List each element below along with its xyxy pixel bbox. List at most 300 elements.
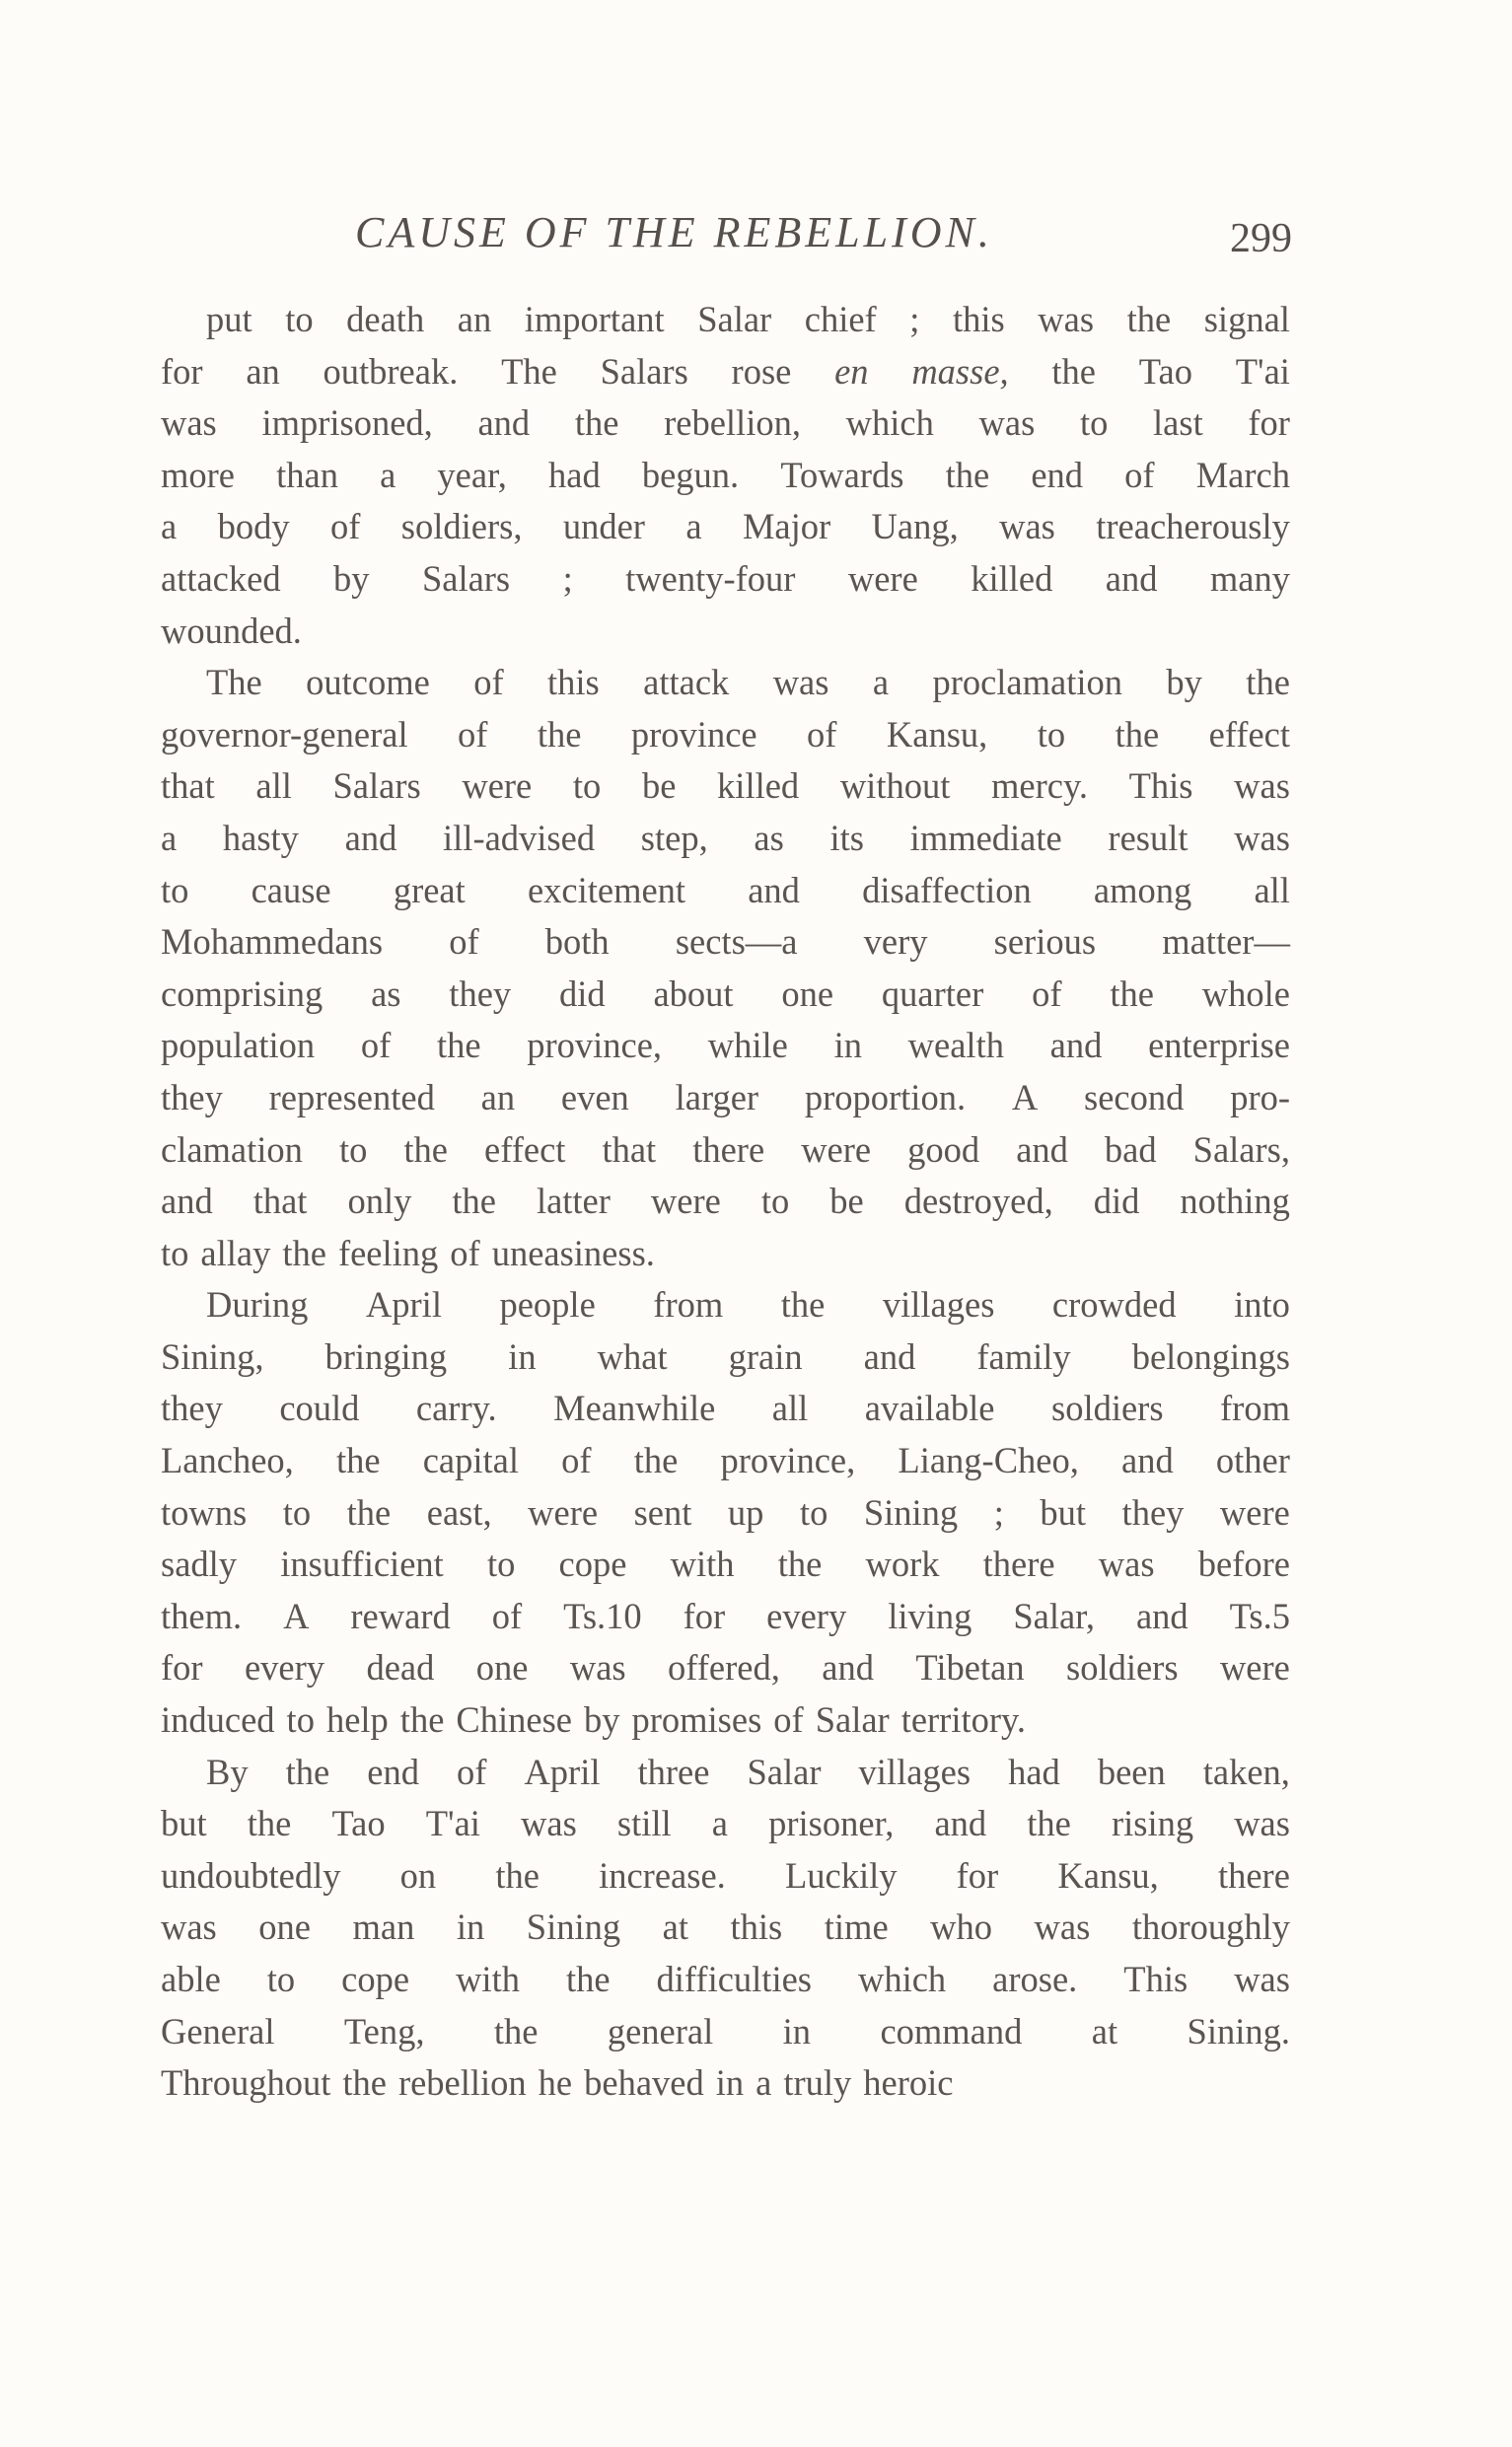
word: April xyxy=(524,1751,601,1792)
text-line xyxy=(161,450,1290,502)
word: ill-advised xyxy=(443,817,596,858)
word: east, xyxy=(426,1491,492,1533)
word: T'ai xyxy=(425,1803,480,1844)
word: but xyxy=(1040,1491,1087,1533)
word: Salars, xyxy=(1192,1128,1290,1170)
word: the xyxy=(1115,713,1160,755)
word: to xyxy=(161,869,189,910)
word: Sining, xyxy=(161,1335,264,1377)
word: province, xyxy=(527,1025,663,1066)
word: help xyxy=(325,1699,389,1741)
word: a xyxy=(161,506,178,547)
text-line xyxy=(161,1747,1290,1799)
word: all xyxy=(771,1388,809,1429)
word: March xyxy=(1195,454,1290,495)
word: the xyxy=(780,1284,826,1326)
word: soldiers, xyxy=(400,506,523,547)
word: of xyxy=(561,1440,592,1481)
word: Throughout xyxy=(161,2062,331,2104)
word: was xyxy=(978,402,1036,444)
word: were xyxy=(528,1491,599,1533)
word: Chinese xyxy=(456,1699,572,1741)
word: an xyxy=(246,350,280,392)
word: province xyxy=(630,713,757,755)
word: rose xyxy=(731,350,792,392)
word: were xyxy=(801,1128,872,1170)
word: more xyxy=(161,454,235,495)
word: about xyxy=(653,972,734,1014)
word: was xyxy=(161,1907,217,1948)
word: this xyxy=(952,299,1005,339)
word: cope xyxy=(558,1544,627,1585)
word: important xyxy=(524,299,665,339)
word: disaffection xyxy=(862,869,1032,910)
word: reward xyxy=(350,1595,451,1636)
word: Salar, xyxy=(1013,1595,1096,1636)
word: in xyxy=(715,2062,745,2104)
word: of xyxy=(457,1751,487,1792)
word: Salar xyxy=(747,1751,822,1792)
word: imprisoned, xyxy=(261,402,433,444)
word: there xyxy=(982,1544,1055,1585)
text-line xyxy=(161,606,1290,658)
word: was xyxy=(161,402,217,444)
word: was xyxy=(1034,1907,1091,1948)
word: and xyxy=(1121,1440,1174,1481)
word: Salars xyxy=(332,765,421,807)
word: in xyxy=(456,1907,485,1948)
word: of xyxy=(458,713,488,755)
word: the xyxy=(1110,972,1154,1014)
word: Uang, xyxy=(871,506,959,547)
word: to xyxy=(285,299,314,339)
word: the xyxy=(342,2062,387,2104)
word: that xyxy=(602,1128,657,1170)
word: of xyxy=(329,506,361,547)
word: were xyxy=(1219,1491,1290,1533)
word: sadly xyxy=(161,1544,238,1585)
text-line xyxy=(161,1228,1290,1280)
paragraph xyxy=(161,1747,1290,2110)
text-line xyxy=(161,1435,1290,1487)
word: Teng, xyxy=(343,2010,425,2051)
word: feeling xyxy=(337,1232,439,1273)
word: and xyxy=(863,1335,916,1377)
text-line xyxy=(161,1331,1290,1384)
word: and xyxy=(477,402,531,444)
word: killed xyxy=(971,557,1053,599)
word: By xyxy=(206,1751,249,1792)
word: the xyxy=(493,2010,539,2051)
text-line xyxy=(161,1124,1290,1177)
text-line xyxy=(161,1642,1290,1694)
word: did xyxy=(558,972,606,1014)
paragraph xyxy=(161,657,1290,1279)
word: the xyxy=(346,1491,392,1533)
word: of xyxy=(807,713,837,755)
word: a xyxy=(161,817,178,858)
word: the xyxy=(1126,299,1172,339)
word: taken, xyxy=(1202,1751,1290,1792)
text-line xyxy=(161,346,1290,398)
word: outcome xyxy=(306,662,430,703)
word: mercy. xyxy=(991,765,1088,807)
word: the xyxy=(1027,1803,1071,1844)
word: every xyxy=(766,1595,847,1636)
word: result xyxy=(1108,817,1188,858)
word: by xyxy=(333,557,370,599)
word: death xyxy=(346,299,425,339)
word: Salars xyxy=(600,350,688,392)
word: Sining xyxy=(526,1907,621,1948)
word: which xyxy=(845,402,934,444)
word: with xyxy=(456,1959,520,1999)
text-line xyxy=(161,657,1290,709)
text-line xyxy=(161,2057,1290,2110)
word: immediate xyxy=(909,817,1062,858)
word: into xyxy=(1234,1284,1290,1326)
word: cause xyxy=(251,869,331,910)
word: capital xyxy=(422,1440,519,1481)
word: treacherously xyxy=(1096,506,1290,547)
word: signal xyxy=(1203,299,1290,339)
word: enterprise xyxy=(1148,1025,1290,1066)
text-line xyxy=(161,1383,1290,1435)
word: killed xyxy=(717,765,800,807)
word: the xyxy=(495,1854,540,1896)
word: people xyxy=(499,1284,596,1326)
word: one xyxy=(258,1907,311,1948)
word: to xyxy=(1037,713,1066,755)
word: living xyxy=(888,1595,972,1636)
word: and xyxy=(1135,1595,1188,1636)
word: in xyxy=(782,2010,812,2051)
word: Sining xyxy=(863,1491,959,1533)
word: be xyxy=(641,765,677,807)
word: to xyxy=(286,1699,315,1741)
word: a xyxy=(380,454,396,495)
word: serious xyxy=(993,921,1097,963)
text-line xyxy=(161,760,1290,813)
word: they xyxy=(449,972,512,1014)
word: Ts.10 xyxy=(563,1595,642,1636)
word: be xyxy=(829,1181,864,1222)
word: wounded. xyxy=(161,610,302,651)
word: Tao xyxy=(1138,350,1192,392)
word: and xyxy=(822,1647,874,1689)
word: were xyxy=(650,1181,721,1222)
word: put xyxy=(206,299,252,339)
word: rising xyxy=(1111,1803,1194,1844)
word: of xyxy=(1032,972,1062,1014)
word: Salar xyxy=(697,299,772,339)
word: pro- xyxy=(1230,1076,1290,1117)
text-line xyxy=(161,1954,1290,2006)
word: to xyxy=(282,1491,312,1533)
word: man xyxy=(352,1907,415,1948)
word: at xyxy=(1091,2010,1118,2051)
word: of xyxy=(449,921,479,963)
word: before xyxy=(1197,1544,1290,1585)
word: the xyxy=(777,1544,823,1585)
word: end xyxy=(367,1751,419,1792)
word: was xyxy=(1234,817,1290,858)
word: was xyxy=(1098,1544,1155,1585)
word: the xyxy=(403,1128,448,1170)
word: who xyxy=(930,1907,993,1948)
word: thoroughly xyxy=(1131,1907,1290,1948)
text-line xyxy=(161,1694,1290,1747)
word: masse, xyxy=(911,350,1009,392)
word: a xyxy=(872,662,890,703)
word: governor-general xyxy=(161,713,408,755)
word: belongings xyxy=(1131,1335,1290,1377)
word: in xyxy=(833,1025,862,1066)
word: ; xyxy=(562,557,573,599)
word: three xyxy=(637,1751,710,1792)
word: ; xyxy=(909,299,920,339)
text-line xyxy=(161,865,1290,917)
word: were xyxy=(1219,1647,1290,1689)
word: Tao xyxy=(331,1803,386,1844)
word: and xyxy=(1049,1025,1103,1066)
word: This xyxy=(1128,765,1193,807)
word: they xyxy=(161,1076,223,1117)
text-line xyxy=(161,1902,1290,1954)
word: an xyxy=(457,299,492,339)
word: matter— xyxy=(1162,921,1290,963)
word: a xyxy=(756,2062,772,2104)
word: excitement xyxy=(527,869,686,910)
word: to xyxy=(338,1128,368,1170)
text-line xyxy=(161,1798,1290,1850)
word: Kansu, xyxy=(886,713,988,755)
word: for xyxy=(956,1854,999,1896)
word: and xyxy=(748,869,800,910)
word: offered, xyxy=(668,1647,780,1689)
word: had xyxy=(1008,1751,1060,1792)
word: family xyxy=(976,1335,1071,1377)
word: to xyxy=(572,765,602,807)
word: that xyxy=(252,1181,308,1222)
word: and xyxy=(161,1181,213,1222)
word: under xyxy=(562,506,645,547)
word: available xyxy=(864,1388,995,1429)
word: hasty xyxy=(222,817,299,858)
word: Meanwhile xyxy=(553,1388,716,1429)
word: clamation xyxy=(161,1128,303,1170)
word: Towards xyxy=(780,454,904,495)
word: effect xyxy=(484,1128,566,1170)
word: Tibetan xyxy=(915,1647,1025,1689)
word: its xyxy=(829,817,864,858)
word: this xyxy=(730,1907,783,1948)
word: T'ai xyxy=(1235,350,1290,392)
word: April xyxy=(365,1284,442,1326)
word: able xyxy=(161,1959,221,1999)
word: one xyxy=(475,1647,529,1689)
word: every xyxy=(244,1647,325,1689)
word: insufficient xyxy=(280,1544,444,1585)
word: the xyxy=(537,713,582,755)
word: Ts.5 xyxy=(1229,1595,1290,1636)
word: they xyxy=(1121,1491,1185,1533)
word: was xyxy=(1234,1803,1290,1844)
word: prisoner, xyxy=(768,1803,895,1844)
word: This xyxy=(1123,1959,1188,1999)
word: than xyxy=(276,454,338,495)
word: allay xyxy=(200,1232,271,1273)
word: command xyxy=(880,2010,1023,2051)
word: did xyxy=(1093,1181,1140,1222)
word: to xyxy=(1079,402,1109,444)
word: by xyxy=(1166,662,1202,703)
word: up xyxy=(727,1491,764,1533)
text-line xyxy=(161,1020,1290,1072)
word: body xyxy=(217,506,290,547)
word: Luckily xyxy=(784,1854,898,1896)
word: comprising xyxy=(161,972,324,1014)
word: and xyxy=(1016,1128,1068,1170)
word: of xyxy=(473,662,504,703)
word: A xyxy=(1011,1076,1039,1117)
text-line xyxy=(161,916,1290,969)
word: undoubtedly xyxy=(161,1854,341,1896)
word: but xyxy=(161,1803,207,1844)
word: he xyxy=(538,2062,573,2104)
word: was xyxy=(772,662,829,703)
word: been xyxy=(1097,1751,1166,1792)
word: The xyxy=(501,350,557,392)
word: was xyxy=(999,506,1055,547)
word: was xyxy=(1234,765,1290,807)
word: time xyxy=(824,1907,889,1948)
running-title: CAUSE OF THE REBELLION. xyxy=(355,208,993,256)
word: to xyxy=(266,1959,296,1999)
text-line xyxy=(161,1591,1290,1643)
word: general xyxy=(607,2010,714,2051)
word: both xyxy=(544,921,610,963)
word: population xyxy=(161,1025,316,1066)
word: the xyxy=(335,1440,381,1481)
page-number: 299 xyxy=(1230,216,1292,261)
paragraph xyxy=(161,294,1290,657)
word: soldiers xyxy=(1050,1388,1164,1429)
word: by xyxy=(583,1699,620,1741)
word: there xyxy=(1217,1854,1290,1896)
word: bad xyxy=(1104,1128,1157,1170)
word: to xyxy=(799,1491,828,1533)
word: had xyxy=(548,454,601,495)
word: territory. xyxy=(900,1699,1027,1741)
word: latter xyxy=(536,1181,611,1222)
word: as xyxy=(371,972,401,1014)
word: promises xyxy=(631,1699,762,1741)
text-line xyxy=(161,1072,1290,1124)
word: uneasiness. xyxy=(491,1232,655,1273)
word: the xyxy=(282,1232,326,1273)
word: and xyxy=(934,1803,987,1844)
word: the xyxy=(565,1959,611,1999)
word: sects—a xyxy=(675,921,798,963)
word: as xyxy=(754,817,784,858)
word: year, xyxy=(437,454,507,495)
word: Sining. xyxy=(1187,2010,1290,2051)
word: to xyxy=(161,1232,189,1273)
word: villages xyxy=(882,1284,995,1326)
text-line xyxy=(161,709,1290,761)
word: even xyxy=(560,1076,629,1117)
word: province, xyxy=(720,1440,856,1481)
text-line xyxy=(161,501,1290,553)
word: for xyxy=(161,350,203,392)
word: proportion. xyxy=(804,1076,967,1117)
word: the xyxy=(247,1803,292,1844)
word: A xyxy=(283,1595,310,1636)
word: the xyxy=(1051,350,1096,392)
word: with xyxy=(670,1544,735,1585)
word: grain xyxy=(728,1335,803,1377)
text-line xyxy=(161,1539,1290,1591)
word: chief xyxy=(804,299,877,339)
word: Salar xyxy=(815,1699,890,1741)
word: rebellion xyxy=(397,2062,527,2104)
word: attacked xyxy=(161,557,281,599)
word: all xyxy=(1254,869,1290,910)
word: rebellion, xyxy=(664,402,801,444)
word: only xyxy=(347,1181,412,1222)
word: and xyxy=(344,817,397,858)
word: without xyxy=(839,765,951,807)
word: one xyxy=(781,972,834,1014)
word: was xyxy=(1038,299,1095,339)
word: induced xyxy=(161,1699,275,1741)
word: last xyxy=(1153,402,1203,444)
word: of xyxy=(491,1595,523,1636)
text-line xyxy=(161,294,1290,346)
word: en xyxy=(834,350,869,392)
word: among xyxy=(1093,869,1192,910)
word: whole xyxy=(1201,972,1290,1014)
word: increase. xyxy=(599,1854,726,1896)
word: the xyxy=(574,402,619,444)
word: end xyxy=(1031,454,1084,495)
word: while xyxy=(707,1025,788,1066)
word: effect xyxy=(1208,713,1290,755)
word: was xyxy=(569,1647,626,1689)
word: difficulties xyxy=(656,1959,812,1999)
word: villages xyxy=(858,1751,972,1792)
word: a xyxy=(711,1803,728,1844)
text-line xyxy=(161,397,1290,450)
paragraph xyxy=(161,1279,1290,1746)
word: the xyxy=(285,1751,330,1792)
word: outbreak. xyxy=(323,350,459,392)
text-line xyxy=(161,1176,1290,1228)
word: of xyxy=(773,1699,804,1741)
word: good xyxy=(907,1128,980,1170)
word: an xyxy=(480,1076,516,1117)
word: Kansu, xyxy=(1057,1854,1159,1896)
word: second xyxy=(1084,1076,1185,1117)
word: great xyxy=(393,869,466,910)
word: for xyxy=(683,1595,726,1636)
word: was xyxy=(521,1803,577,1844)
word: The xyxy=(206,662,262,703)
word: sent xyxy=(633,1491,692,1533)
word: that xyxy=(161,765,215,807)
word: of xyxy=(360,1025,392,1066)
